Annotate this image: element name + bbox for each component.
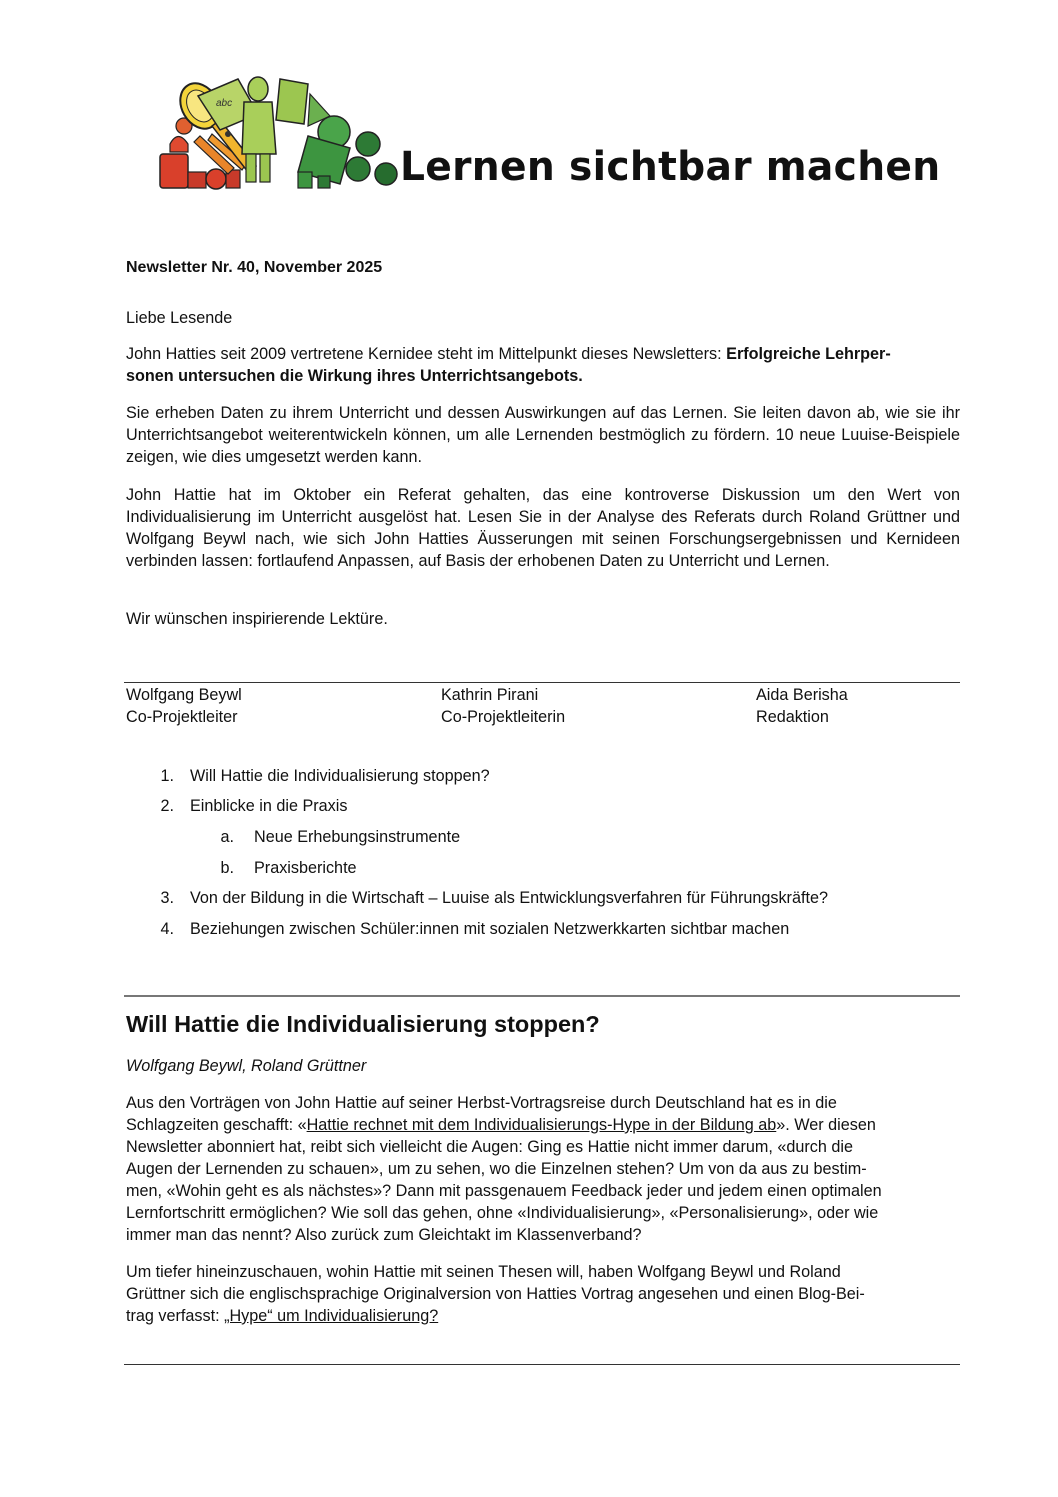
intro-p1-bold-2: sonen untersuchen die Wirkung ihres Unterrichtsangebots.: [126, 367, 583, 385]
article-text: Schlagzeiten geschafft: «: [126, 1116, 307, 1134]
signature-role: Co-Projektleiter: [126, 708, 238, 726]
logo: [158, 44, 958, 194]
signature-pirani: [441, 684, 565, 728]
article-line: Aus den Vorträgen von John Hattie auf seiner Herbst-Vortragsreise durch Deutschland hat es in die: [126, 1094, 837, 1112]
intro-paragraph-2: Sie erheben Daten zu ihrem Unterricht und dessen Auswirkungen auf das Lernen. Sie leiten davon ab, wie sie ihr Unterrichtsangebot weiterentwickeln können, um alle Lernenden bestmöglich zu fördern. 10 neue Luuise-Beispiele zeigen, wie dies umgesetzt werden kann.: [126, 404, 960, 466]
article-line: [126, 1114, 960, 1136]
article-authors: Wolfgang Beywl, Roland Grüttner: [126, 1057, 367, 1075]
toc-number: 2.: [160, 797, 174, 815]
article-line: Augen der Lernenden zu schauen», um zu sehen, wo die Einzelnen stehen? Um von da aus zu bestim-: [126, 1160, 867, 1178]
article-line: Grüttner sich die englischsprachige Originalversion von Hatties Vortrag angesehen und einen Blog-Bei-: [126, 1285, 865, 1303]
greeting: Liebe Lesende: [126, 309, 233, 327]
toc-text[interactable]: Von der Bildung in die Wirtschaft – Luuise als Entwicklungsverfahren für Führungskräfte?: [190, 889, 828, 907]
intro-p1-bold-1: Erfolgreiche Lehrper-: [726, 345, 891, 363]
toc-text[interactable]: Will Hattie die Individualisierung stoppen?: [190, 767, 490, 785]
intro-p1-text: John Hatties seit 2009 vertretene Kernidee steht im Mittelpunkt dieses Newsletters:: [126, 345, 727, 363]
logo-title: Lernen sichtbar machen: [400, 144, 941, 190]
signature-name: Aida Berisha: [756, 686, 848, 704]
intro-paragraph-3: John Hattie hat im Oktober ein Referat gehalten, das eine kontroverse Diskussion um den Wert von Individualisierung im Unterricht ausgelöst hat. Lesen Sie in der Analyse des Referats durch Roland Grüttner und Wolfgang Beywl nach, wie sich John Hatties Äusserungen mit seinen Forschungsergebnissen und Kernideen verbinden lassen: fortlaufend Anpassen, auf Basis der erhobenen Daten zu Unterricht und Lernen.: [126, 486, 960, 570]
article-line: Lernfortschritt ermöglichen? Wie soll das gehen, ohne «Individualisierung», «Personalisierung», oder wie: [126, 1204, 879, 1222]
toc-number: 1.: [160, 767, 174, 785]
signature-beywl: [126, 684, 242, 728]
article-line: men, «Wohin geht es als nächstes»? Dann mit passgenauem Feedback jeder und jedem einen optimalen: [126, 1182, 882, 1200]
signature-name: Wolfgang Beywl: [126, 686, 242, 704]
article-line: immer man das nennt? Also zurück zum Gleichtakt im Klassenverband?: [126, 1226, 642, 1244]
toc-letter: b.: [220, 859, 234, 877]
logo-abc-text: abc: [216, 98, 233, 109]
toc-number: 3.: [160, 889, 174, 907]
article-paragraph-2: [126, 1261, 960, 1327]
toc-letter: a.: [220, 828, 234, 846]
toc-number: 4.: [160, 920, 174, 938]
article-paragraph-1: [126, 1092, 960, 1246]
headline-link[interactable]: Hattie rechnet mit dem Individualisierungs-Hype in der Bildung ab: [306, 1116, 777, 1134]
signature-role: Co-Projektleiterin: [441, 708, 566, 726]
signature-name: Kathrin Pirani: [441, 686, 539, 704]
logo-illustration: [158, 44, 408, 194]
intro-paragraph-4: Wir wünschen inspirierende Lektüre.: [126, 610, 388, 628]
newsletter-title: Newsletter Nr. 40, November 2025: [126, 259, 383, 276]
logo-red-box: [160, 154, 188, 188]
section-divider: [124, 995, 960, 997]
toc-text[interactable]: Neue Erhebungsinstrumente: [254, 828, 461, 846]
article-text: ». Wer diesen: [776, 1116, 876, 1134]
article-line: Um tiefer hineinzuschauen, wohin Hattie mit seinen Thesen will, haben Wolfgang Beywl und Roland: [126, 1263, 841, 1281]
article-line: Newsletter abonniert hat, reibt sich vielleicht die Augen: Ging es Hattie nicht immer darum, «durch die: [126, 1138, 853, 1156]
toc-text[interactable]: Einblicke in die Praxis: [190, 797, 348, 815]
toc-text[interactable]: Praxisberichte: [254, 859, 357, 877]
bottom-divider: [124, 1364, 960, 1365]
toc-text[interactable]: Beziehungen zwischen Schüler:innen mit sozialen Netzwerkkarten sichtbar machen: [190, 920, 790, 938]
intro-paragraph-1: [126, 343, 960, 387]
article-line: [126, 1305, 960, 1327]
article-text: trag verfasst:: [126, 1307, 225, 1325]
blog-post-link[interactable]: „Hype“ um Individualisierung?: [224, 1307, 439, 1325]
article-title: Will Hattie die Individualisierung stoppen?: [126, 1011, 600, 1037]
signature-role: Redaktion: [756, 708, 829, 726]
signature-divider: [124, 682, 960, 683]
signature-berisha: [756, 684, 848, 728]
